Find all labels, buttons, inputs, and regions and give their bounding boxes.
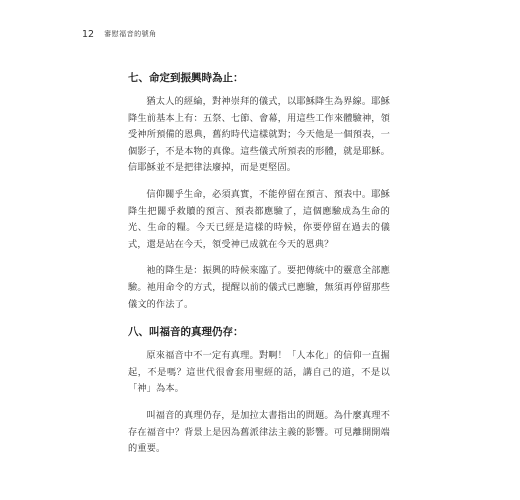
running-head <box>82 27 157 41</box>
section-heading: 七、命定到振興時為止： <box>128 72 244 84</box>
paragraph: 祂的降生是：振興的時候來臨了。要把傳統中的靈意全部應驗。祂用命令的方式，提醒以前的儀式已應驗，無須再停留那些儀文的作法了。 <box>128 265 390 310</box>
page-body <box>128 71 390 468</box>
page-number: 12 <box>82 28 95 40</box>
paragraph: 信仰關乎生命，必須真實，不能停留在預言、預表中。耶穌降生把關乎救贖的預言、預表都應驗了，這個應驗成為生命的光、生命的糧。今天已經是這樣的時候，你要停留在過去的儀式，還是站在今天，領受神已成就在今天的恩典？ <box>128 188 390 250</box>
book-title: 審慰福音的號角 <box>104 30 157 38</box>
paragraph: 叫福音的真理仍存，是加拉太書指出的問題。為什麼真理不存在福音中？背景上是因為舊派律法主義的影響。可見離開開端的重要。 <box>128 409 390 455</box>
paragraph: 猶太人的經綸，對神崇拜的儀式，以耶穌降生為界線。耶穌降生前基本上有：五祭、七節、會幕，用這些工作來體驗神，領受神所預備的恩典，舊約時代這樣就對；今天他是一個預表，一個影子，不是本物的真像。這些儀式所預表的形體，就是耶穌。信耶穌並不是把律法廢掉，而是更堅固。 <box>128 96 390 174</box>
section-heading: 八、叫福音的真理仍存： <box>128 326 244 339</box>
paragraph: 原來福音中不一定有真理。對啊！「人本化」的信仰一直掘起，不是嗎？這世代很會套用聖經的話，講自己的道，不是以「神」為本。 <box>128 350 390 395</box>
